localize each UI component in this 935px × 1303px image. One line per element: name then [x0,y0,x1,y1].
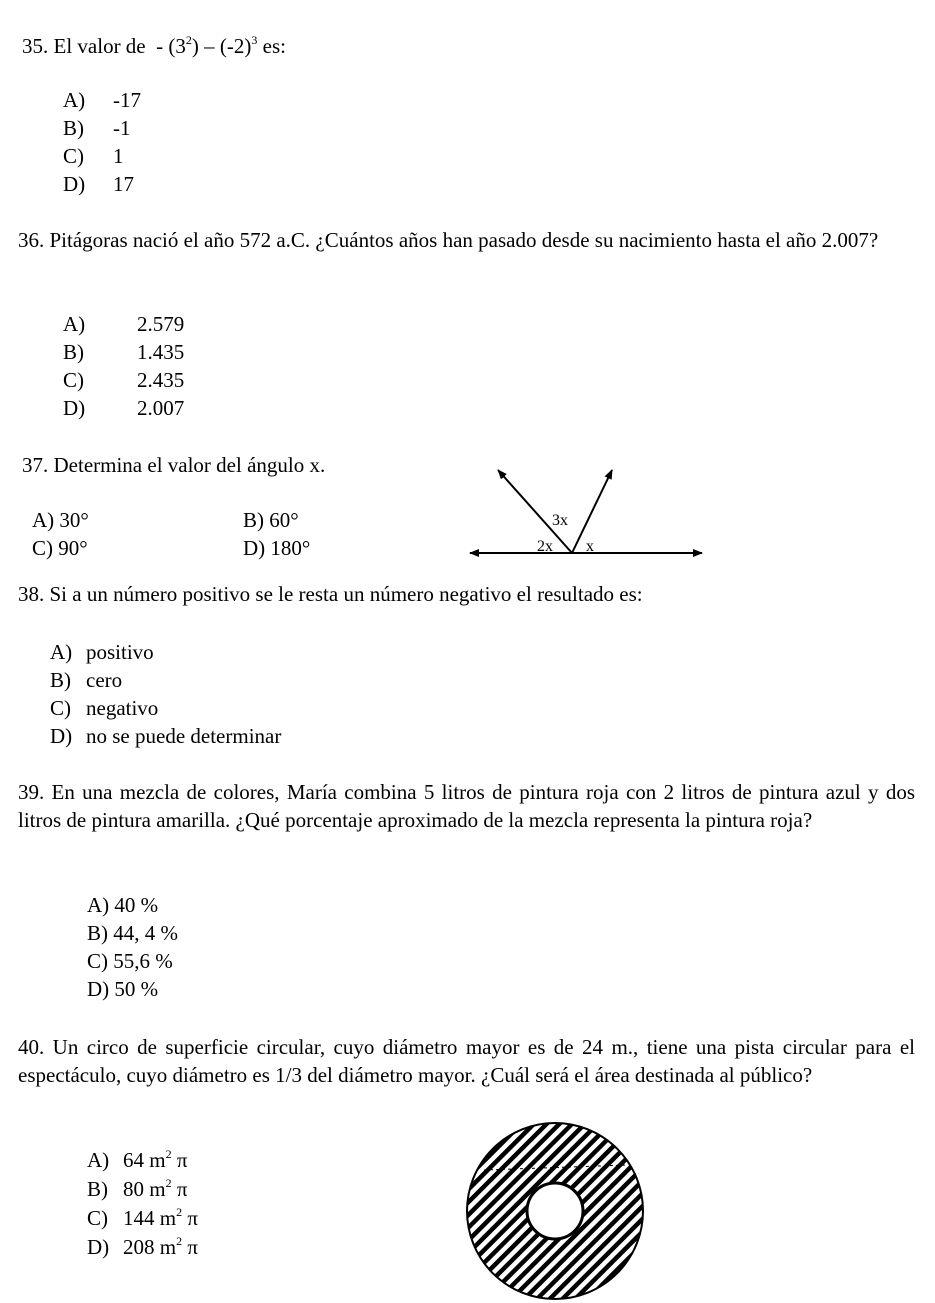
angle-label-right: x [586,538,594,555]
question-35-expression: - $(3^2) - (-2)^3$ [156,33,258,58]
q39-option-b[interactable]: B) 44, 4 % [87,921,178,945]
q38-option-a[interactable]: A) positivo [50,640,154,664]
question-39-stem: 39. En una mezcla de colores, María combina 5 litros de pintura roja con 2 litros de pintura azul y dos litros de pintura amarilla. ¿Qué porcentaje aproximado de la mezcla representa la pintura roja? [18,780,915,832]
q35-option-c[interactable]: C) 1 [63,144,124,168]
q36-option-d[interactable]: D) 2.007 [63,396,185,420]
q37-option-d[interactable]: D) 180° [243,536,311,560]
question-38-stem: 38. Si a un número positivo se le resta un número negativo el resultado es: [18,582,643,606]
q36-option-a[interactable]: A) 2.579 [63,312,185,336]
q39-option-a[interactable]: A) 40 % [87,893,159,917]
q37-option-c[interactable]: C) 90° [32,536,88,560]
question-35-text: El valor de [53,34,146,58]
question-36-stem: 36. Pitágoras nació el año 572 a.C. ¿Cuántos años han pasado desde su nacimiento hasta el año 2.007? [18,228,879,252]
q40-option-c[interactable]: C) 144 $m^2$ π [87,1205,198,1230]
question-35-tail: es: [262,34,286,58]
q37-option-a[interactable]: A) 30° [32,508,89,532]
angle-label-top: 3x [552,512,568,529]
q38-option-d[interactable]: D) no se puede determinar [50,724,282,748]
question-35-number: 35. [22,34,49,58]
q35-option-d[interactable]: D) 17 [63,172,134,196]
q40-option-a[interactable]: A) 64 $m^2$ π [87,1147,188,1172]
q36-option-b[interactable]: B) 1.435 [63,340,185,364]
q40-option-d[interactable]: D) 208 $m^2$ π [87,1234,198,1259]
q37-option-b[interactable]: B) 60° [243,508,299,532]
question-40-stem: 40. Un circo de superficie circular, cuyo diámetro mayor es de 24 m., tiene una pista circular para el espectáculo, cuyo diámetro es 1/3 del diámetro mayor. ¿Cuál será el área destinada al público? [18,1035,915,1087]
q36-option-c[interactable]: C) 2.435 [63,368,185,392]
q38-option-b[interactable]: B) cero [50,668,123,692]
q40-option-b[interactable]: B) 80 $m^2$ π [87,1176,188,1201]
inner-circle-track [527,1183,583,1239]
q38-option-c[interactable]: C) negativo [50,696,159,720]
question-37-stem: 37. Determina el valor del ángulo x. [22,453,326,477]
q39-option-c[interactable]: C) 55,6 % [87,949,173,973]
q39-option-d[interactable]: D) 50 % [87,977,159,1001]
q35-option-a[interactable]: A) -17 [63,88,141,112]
q35-option-b[interactable]: B) -1 [63,116,131,140]
angle-label-left: 2x [537,538,553,555]
